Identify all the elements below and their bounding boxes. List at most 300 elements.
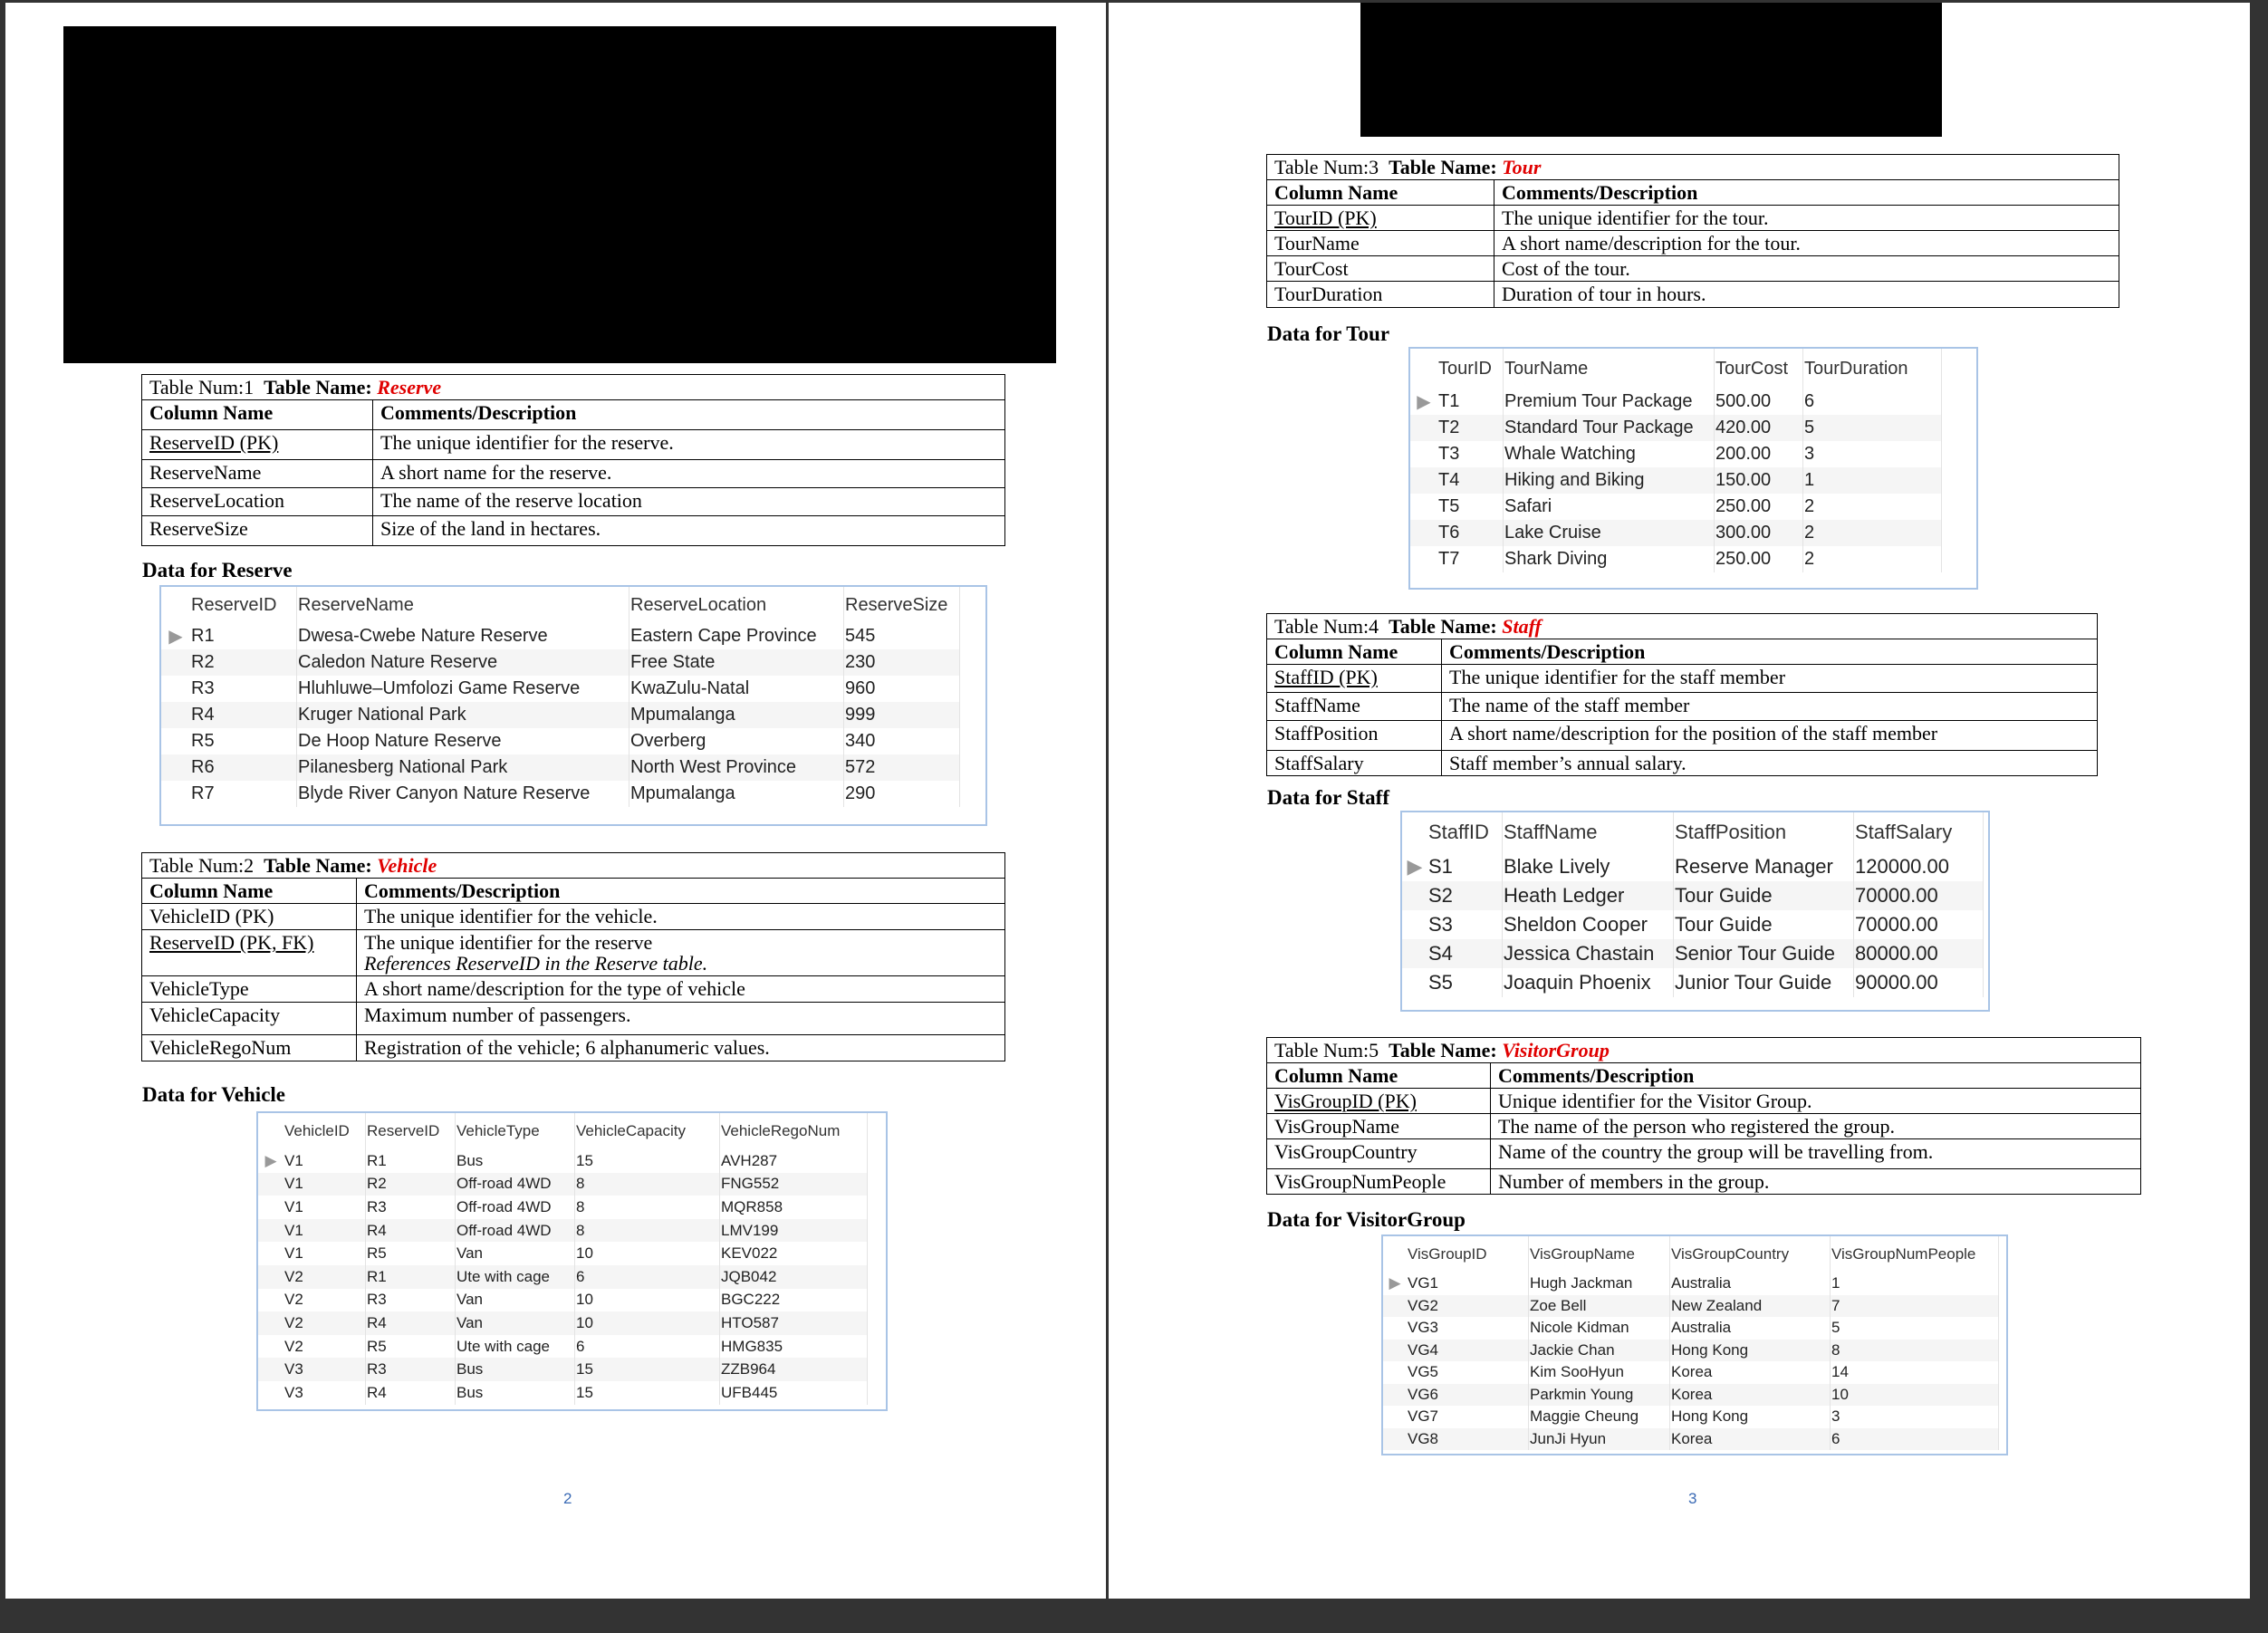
grid-row[interactable] (1402, 939, 1984, 968)
row-marker (1410, 520, 1437, 546)
grid-row[interactable] (161, 754, 960, 781)
row-marker (1383, 1406, 1407, 1428)
grid-cell: 230 (844, 649, 960, 676)
row-marker-header (1402, 812, 1427, 852)
grid-row[interactable] (161, 728, 960, 754)
data-heading: Data for Tour (1267, 322, 1390, 345)
grid-cell: R1 (366, 1265, 456, 1289)
grid-cell: R3 (366, 1196, 456, 1219)
grid-cell: R4 (366, 1311, 456, 1335)
column-description: The unique identifier for the tour. (1494, 206, 2119, 231)
column-description: The unique identifier for the reserve. (373, 430, 1005, 460)
grid-column-header: ReserveID (190, 587, 297, 623)
grid-row[interactable] (258, 1242, 868, 1265)
grid-cell: VG5 (1407, 1361, 1529, 1384)
grid-row[interactable] (258, 1381, 868, 1405)
reserve-data-grid (159, 585, 987, 826)
grid-cell: 960 (844, 676, 960, 702)
grid-row[interactable] (1383, 1384, 1999, 1407)
grid-column-header: StaffPosition (1674, 812, 1854, 852)
description-header: Comments/Description (357, 879, 1005, 904)
grid-cell: Korea (1670, 1428, 1831, 1451)
grid-cell: 10 (575, 1289, 720, 1312)
column-name: TourName (1267, 231, 1494, 256)
column-description: Number of members in the group. (1491, 1169, 2141, 1195)
current-row-marker-icon: ▶ (264, 1151, 277, 1169)
table-name-label: Table Name: (1389, 615, 1497, 638)
grid-cell: 10 (575, 1242, 720, 1265)
grid-cell: JunJi Hyun (1529, 1428, 1670, 1451)
table-row (142, 488, 1005, 516)
grid-cell: FNG552 (720, 1173, 868, 1196)
table-name: Staff (1502, 615, 1542, 638)
column-name: VisGroupName (1267, 1114, 1491, 1139)
grid-cell: Blake Lively (1503, 852, 1674, 881)
grid-column-header: StaffName (1503, 812, 1674, 852)
grid-row[interactable] (258, 1265, 868, 1289)
grid-header-row (1402, 812, 1984, 852)
grid-cell: Kim SooHyun (1529, 1361, 1670, 1384)
column-name-header: Column Name (142, 400, 373, 430)
table-name-label: Table Name: (264, 854, 372, 877)
column-name-header: Column Name (1267, 639, 1442, 665)
row-marker (258, 1289, 284, 1312)
vehicle-definition-table (141, 852, 1005, 1061)
grid-cell: 3 (1831, 1406, 1999, 1428)
grid-cell: Ute with cage (456, 1335, 575, 1359)
grid-cell: T7 (1437, 546, 1504, 572)
grid-cell: V3 (284, 1358, 366, 1381)
grid-cell: Nicole Kidman (1529, 1317, 1670, 1340)
row-marker (161, 649, 190, 676)
row-marker (258, 1173, 284, 1196)
grid-cell: V1 (284, 1219, 366, 1243)
grid-row[interactable] (258, 1289, 868, 1312)
column-name: TourID (PK) (1267, 206, 1494, 231)
grid-row[interactable] (1410, 494, 1942, 520)
grid-row[interactable] (1402, 910, 1984, 939)
row-marker (1383, 1384, 1407, 1407)
table-row (142, 516, 1005, 546)
table-number: Table Num:2 (149, 854, 255, 877)
grid-cell: 5 (1803, 415, 1942, 441)
grid-cell: Parkmin Young (1529, 1384, 1670, 1407)
column-description: Unique identifier for the Visitor Group. (1491, 1089, 2141, 1114)
description-text: The unique identifier for the reserve (364, 931, 653, 955)
column-name: VisGroupCountry (1267, 1139, 1491, 1169)
column-description: A short name/description for the type of vehicle (357, 976, 1005, 1003)
grid-row[interactable] (1410, 441, 1942, 467)
grid-cell: Jackie Chan (1529, 1340, 1670, 1362)
row-marker (258, 1311, 284, 1335)
grid-row[interactable] (1410, 546, 1942, 572)
grid-cell: Tour Guide (1674, 910, 1854, 939)
description-header: Comments/Description (373, 400, 1005, 430)
grid-cell: T5 (1437, 494, 1504, 520)
table-row (1267, 206, 2119, 231)
table-row (142, 1003, 1005, 1035)
current-row-marker-icon: ▶ (1417, 392, 1431, 412)
row-marker (1410, 546, 1437, 572)
grid-cell: Whale Watching (1504, 441, 1715, 467)
grid-row[interactable] (1383, 1428, 1999, 1451)
table-name-label: Table Name: (1389, 1039, 1497, 1061)
data-heading: Data for Reserve (142, 559, 293, 581)
grid-cell: Safari (1504, 494, 1715, 520)
grid-cell: 15 (575, 1149, 720, 1173)
table-number: Table Num:4 (1274, 615, 1379, 638)
table-name: Vehicle (377, 854, 437, 877)
grid-row[interactable] (1383, 1361, 1999, 1384)
grid-cell: 90000.00 (1854, 968, 1984, 997)
grid-cell: Bus (456, 1149, 575, 1173)
column-description: Size of the land in hectares. (373, 516, 1005, 546)
row-marker-header (1410, 349, 1437, 389)
grid-cell: Premium Tour Package (1504, 389, 1715, 415)
grid-row[interactable] (1402, 968, 1984, 997)
grid-cell: Hong Kong (1670, 1340, 1831, 1362)
grid-cell: 1 (1803, 467, 1942, 494)
grid-cell: Ute with cage (456, 1265, 575, 1289)
grid-cell: JQB042 (720, 1265, 868, 1289)
grid-cell: Korea (1670, 1361, 1831, 1384)
table-name-label: Table Name: (264, 376, 372, 399)
column-name: VisGroupID (PK) (1267, 1089, 1491, 1114)
page-number: 2 (563, 1490, 572, 1507)
column-name: ReserveSize (142, 516, 373, 546)
row-marker (161, 781, 190, 807)
column-description: Registration of the vehicle; 6 alphanumeric values. (357, 1035, 1005, 1061)
table-row (1267, 693, 2098, 721)
grid-column-header: TourCost (1715, 349, 1803, 389)
grid-row[interactable] (258, 1358, 868, 1381)
table-row (1267, 1089, 2141, 1114)
grid-cell: 2 (1803, 546, 1942, 572)
grid-row[interactable] (161, 623, 960, 649)
grid-row[interactable] (258, 1196, 868, 1219)
grid-cell: 15 (575, 1358, 720, 1381)
grid-cell: V2 (284, 1311, 366, 1335)
column-name: StaffID (PK) (1267, 665, 1442, 693)
reserve-definition-table (141, 374, 1005, 546)
grid-row[interactable] (258, 1173, 868, 1196)
grid-row[interactable] (1410, 520, 1942, 546)
vehicle-data-grid (256, 1111, 888, 1411)
grid-cell: LMV199 (720, 1219, 868, 1243)
grid-cell: R2 (366, 1173, 456, 1196)
grid-cell: V2 (284, 1335, 366, 1359)
grid-cell: Reserve Manager (1674, 852, 1854, 881)
table-caption-row (142, 853, 1005, 879)
grid-cell: 80000.00 (1854, 939, 1984, 968)
table-header-row (1267, 1063, 2141, 1089)
data-heading: Data for VisitorGroup (1267, 1208, 1466, 1231)
grid-cell: 290 (844, 781, 960, 807)
column-description: Cost of the tour. (1494, 256, 2119, 282)
grid-cell: HMG835 (720, 1335, 868, 1359)
grid-row[interactable] (258, 1219, 868, 1243)
row-marker (1410, 441, 1437, 467)
description-header: Comments/Description (1494, 180, 2119, 206)
grid-cell: 1 (1831, 1273, 1999, 1295)
column-description: The unique identifier for the vehicle. (357, 904, 1005, 930)
grid-cell: 6 (575, 1335, 720, 1359)
redacted-block (63, 26, 1056, 363)
grid-header-row (258, 1113, 868, 1149)
grid-cell: MQR858 (720, 1196, 868, 1219)
grid-cell: 8 (575, 1173, 720, 1196)
table-caption-row (1267, 155, 2119, 180)
grid-row[interactable] (1402, 881, 1984, 910)
grid-cell: Tour Guide (1674, 881, 1854, 910)
column-name: VehicleType (142, 976, 357, 1003)
grid-cell: R5 (366, 1335, 456, 1359)
grid-cell: Lake Cruise (1504, 520, 1715, 546)
column-description: A short name/description for the position of the staff member (1442, 721, 2098, 751)
grid-header-row (1383, 1236, 1999, 1273)
grid-cell: R5 (366, 1242, 456, 1265)
grid-cell: Korea (1670, 1384, 1831, 1407)
grid-cell: V1 (284, 1173, 366, 1196)
data-heading: Data for Staff (1267, 786, 1389, 809)
document-page-3 (1109, 3, 2250, 1599)
column-name-header: Column Name (1267, 180, 1494, 206)
grid-cell: De Hoop Nature Reserve (297, 728, 629, 754)
grid-cell: S1 (1427, 852, 1503, 881)
grid-cell: R1 (366, 1149, 456, 1173)
column-name: ReserveName (142, 460, 373, 488)
grid-cell: 250.00 (1715, 494, 1803, 520)
column-description: Maximum number of passengers. (357, 1003, 1005, 1035)
redacted-block (1360, 3, 1942, 137)
row-marker (161, 702, 190, 728)
grid-cell: Hugh Jackman (1529, 1273, 1670, 1295)
grid-cell: Shark Diving (1504, 546, 1715, 572)
foreign-key-reference: References ReserveID in the Reserve table. (364, 952, 708, 975)
grid-column-header: VehicleRegoNum (720, 1113, 868, 1149)
grid-row[interactable] (161, 649, 960, 676)
row-marker (1410, 415, 1437, 441)
table-header-row (1267, 180, 2119, 206)
table-number: Table Num:1 (149, 376, 255, 399)
column-name-header: Column Name (142, 879, 357, 904)
grid-cell: VG3 (1407, 1317, 1529, 1340)
grid-column-header: VisGroupID (1407, 1236, 1529, 1273)
grid-row[interactable] (161, 781, 960, 807)
grid-cell: V3 (284, 1381, 366, 1405)
column-description: The name of the reserve location (373, 488, 1005, 516)
grid-cell: 545 (844, 623, 960, 649)
row-marker (258, 1219, 284, 1243)
column-name-header: Column Name (1267, 1063, 1491, 1089)
row-marker (1402, 939, 1427, 968)
grid-cell: S4 (1427, 939, 1503, 968)
staff-definition-table (1266, 613, 2098, 776)
row-marker-header (161, 587, 190, 623)
column-name: StaffName (1267, 693, 1442, 721)
row-marker (1402, 881, 1427, 910)
grid-cell: S2 (1427, 881, 1503, 910)
grid-cell: New Zealand (1670, 1295, 1831, 1318)
table-header-row (142, 879, 1005, 904)
grid-row[interactable] (1383, 1406, 1999, 1428)
grid-cell: 572 (844, 754, 960, 781)
row-marker (161, 728, 190, 754)
table-row (1267, 1114, 2141, 1139)
grid-row[interactable] (161, 676, 960, 702)
row-marker (258, 1242, 284, 1265)
grid-cell: 120000.00 (1854, 852, 1984, 881)
grid-row[interactable] (1383, 1295, 1999, 1318)
grid-cell: V1 (284, 1196, 366, 1219)
grid-column-header: TourID (1437, 349, 1504, 389)
column-description: The name of the staff member (1442, 693, 2098, 721)
column-name: ReserveID (PK) (142, 430, 373, 460)
grid-cell: Blyde River Canyon Nature Reserve (297, 781, 629, 807)
grid-cell: 2 (1803, 494, 1942, 520)
description-header: Comments/Description (1442, 639, 2098, 665)
grid-cell: Dwesa-Cwebe Nature Reserve (297, 623, 629, 649)
grid-cell: VG1 (1407, 1273, 1529, 1295)
grid-cell: Van (456, 1311, 575, 1335)
grid-cell: Zoe Bell (1529, 1295, 1670, 1318)
column-description: A short name/description for the tour. (1494, 231, 2119, 256)
table-name: Tour (1502, 156, 1542, 178)
grid-cell: Mpumalanga (629, 781, 844, 807)
grid-cell: KwaZulu-Natal (629, 676, 844, 702)
grid-cell: Australia (1670, 1317, 1831, 1340)
table-number: Table Num:5 (1274, 1039, 1379, 1061)
grid-column-header: VehicleID (284, 1113, 366, 1149)
grid-cell: R5 (190, 728, 297, 754)
grid-cell: Standard Tour Package (1504, 415, 1715, 441)
row-marker (258, 1381, 284, 1405)
grid-cell: Bus (456, 1358, 575, 1381)
grid-cell: R1 (190, 623, 297, 649)
grid-column-header: VehicleType (456, 1113, 575, 1149)
table-row (142, 930, 1005, 976)
tour-data-grid (1408, 347, 1978, 590)
grid-cell: Senior Tour Guide (1674, 939, 1854, 968)
grid-column-header: VehicleCapacity (575, 1113, 720, 1149)
visitor-group-definition-table (1266, 1037, 2141, 1195)
grid-cell: Overberg (629, 728, 844, 754)
grid-cell: 6 (1831, 1428, 1999, 1451)
grid-column-header: ReserveID (366, 1113, 456, 1149)
row-marker-header (1383, 1236, 1407, 1273)
grid-cell: R7 (190, 781, 297, 807)
grid-row[interactable] (1383, 1273, 1999, 1295)
grid-cell: 6 (575, 1265, 720, 1289)
grid-cell: 6 (1803, 389, 1942, 415)
table-header-row (1267, 639, 2098, 665)
table-row (142, 430, 1005, 460)
row-marker (258, 1358, 284, 1381)
grid-cell: Free State (629, 649, 844, 676)
table-name-label: Table Name: (1389, 156, 1497, 178)
grid-row[interactable] (1402, 852, 1984, 881)
row-marker (161, 676, 190, 702)
row-marker (258, 1196, 284, 1219)
grid-cell: Hiking and Biking (1504, 467, 1715, 494)
grid-cell: T6 (1437, 520, 1504, 546)
grid-cell: R3 (366, 1289, 456, 1312)
row-marker (1402, 968, 1427, 997)
row-marker (1410, 494, 1437, 520)
grid-cell: 200.00 (1715, 441, 1803, 467)
row-marker (161, 754, 190, 781)
table-row (1267, 1169, 2141, 1195)
grid-row[interactable] (258, 1149, 868, 1173)
grid-cell: 300.00 (1715, 520, 1803, 546)
column-name: VehicleID (PK) (142, 904, 357, 930)
grid-cell: Kruger National Park (297, 702, 629, 728)
column-name: StaffSalary (1267, 751, 1442, 776)
grid-cell: 10 (1831, 1384, 1999, 1407)
document-page-2 (5, 3, 1106, 1599)
grid-cell: Hong Kong (1670, 1406, 1831, 1428)
grid-cell: T3 (1437, 441, 1504, 467)
grid-column-header: VisGroupCountry (1670, 1236, 1831, 1273)
grid-cell: 250.00 (1715, 546, 1803, 572)
grid-cell: Off-road 4WD (456, 1173, 575, 1196)
table-row (1267, 1139, 2141, 1169)
page-number: 3 (1688, 1490, 1697, 1507)
grid-cell: T1 (1437, 389, 1504, 415)
grid-cell: VG7 (1407, 1406, 1529, 1428)
column-name: TourDuration (1267, 282, 1494, 307)
grid-row[interactable] (1410, 467, 1942, 494)
staff-data-grid (1400, 811, 1990, 1012)
table-row (1267, 721, 2098, 751)
table-row (142, 976, 1005, 1003)
grid-cell: 3 (1803, 441, 1942, 467)
grid-column-header: VisGroupNumPeople (1831, 1236, 1999, 1273)
grid-cell: 70000.00 (1854, 881, 1984, 910)
row-marker (1383, 1295, 1407, 1318)
grid-cell: R2 (190, 649, 297, 676)
column-name: TourCost (1267, 256, 1494, 282)
grid-cell: Junior Tour Guide (1674, 968, 1854, 997)
grid-cell: 7 (1831, 1295, 1999, 1318)
grid-row[interactable] (1410, 389, 1942, 415)
grid-cell: Sheldon Cooper (1503, 910, 1674, 939)
grid-row[interactable] (1383, 1340, 1999, 1362)
table-caption-row (142, 375, 1005, 400)
grid-cell: AVH287 (720, 1149, 868, 1173)
row-marker-header (258, 1113, 284, 1149)
row-marker (1383, 1340, 1407, 1362)
table-row (1267, 256, 2119, 282)
grid-row[interactable] (161, 702, 960, 728)
grid-cell: V1 (284, 1242, 366, 1265)
grid-row[interactable] (258, 1335, 868, 1359)
grid-row[interactable] (1383, 1317, 1999, 1340)
grid-row[interactable] (1410, 415, 1942, 441)
table-number: Table Num:3 (1274, 156, 1379, 178)
table-caption-row (1267, 614, 2098, 639)
grid-cell: 500.00 (1715, 389, 1803, 415)
grid-cell: Off-road 4WD (456, 1196, 575, 1219)
grid-cell: 8 (575, 1219, 720, 1243)
grid-cell: V2 (284, 1265, 366, 1289)
column-description: Duration of tour in hours. (1494, 282, 2119, 307)
grid-cell: 999 (844, 702, 960, 728)
current-row-marker-icon: ▶ (1389, 1274, 1401, 1292)
grid-row[interactable] (258, 1311, 868, 1335)
grid-cell: R4 (190, 702, 297, 728)
grid-cell: UFB445 (720, 1381, 868, 1405)
